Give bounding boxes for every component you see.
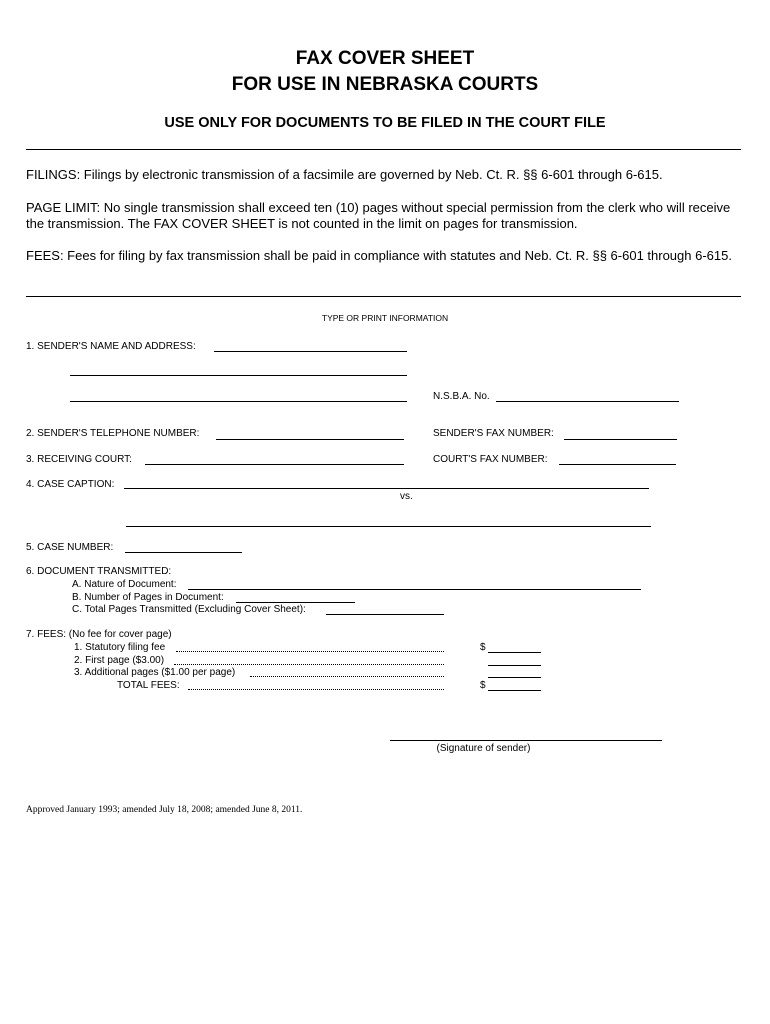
- total-pages-label: C. Total Pages Transmitted (Excluding Cover Sheet):: [72, 604, 306, 615]
- sender-address-field-1[interactable]: [70, 375, 407, 376]
- sender-address-field-2[interactable]: [70, 401, 407, 402]
- statutory-fee-field[interactable]: [488, 652, 541, 653]
- nsba-label: N.S.B.A. No.: [433, 391, 490, 402]
- total-fees-label: TOTAL FEES:: [117, 680, 180, 691]
- receiving-court-label: 3. RECEIVING COURT:: [26, 454, 132, 465]
- total-fees-dollar: $: [480, 680, 486, 691]
- first-page-label: 2. First page ($3.00): [74, 655, 165, 666]
- sender-phone-field[interactable]: [216, 439, 404, 440]
- total-fees-field[interactable]: [488, 690, 541, 691]
- type-or-print-label: TYPE OR PRINT INFORMATION: [321, 313, 449, 323]
- title-line-2: FOR USE IN NEBRASKA COURTS: [231, 74, 539, 95]
- statutory-fee-leader: [176, 651, 444, 652]
- case-caption-defendant-field[interactable]: [126, 526, 651, 527]
- page-limit-paragraph: PAGE LIMIT: No single transmission shall exceed ten (10) pages without special permission from the clerk who will receive the transmission. The FAX COVER SHEET is not counted in the limit on pages for transmission.: [26, 200, 731, 231]
- case-caption-label: 4. CASE CAPTION:: [26, 479, 115, 490]
- sender-fax-label: SENDER'S FAX NUMBER:: [433, 428, 554, 439]
- case-number-field[interactable]: [125, 552, 242, 553]
- signature-field[interactable]: [390, 740, 662, 741]
- divider-middle: [26, 296, 741, 297]
- nsba-field[interactable]: [496, 401, 679, 402]
- document-transmitted-label: 6. DOCUMENT TRANSMITTED:: [26, 566, 172, 577]
- case-caption-plaintiff-field[interactable]: [124, 488, 649, 489]
- nature-of-document-field[interactable]: [188, 589, 641, 590]
- court-fax-field[interactable]: [559, 464, 676, 465]
- subtitle: USE ONLY FOR DOCUMENTS TO BE FILED IN THE COURT FILE: [164, 115, 606, 131]
- additional-pages-label: 3. Additional pages ($1.00 per page): [74, 667, 236, 678]
- additional-pages-leader: [250, 676, 444, 677]
- approval-note: Approved January 1993; amended July 18, 2008; amended June 8, 2011.: [26, 805, 303, 815]
- signature-label: (Signature of sender): [436, 743, 531, 754]
- additional-pages-field[interactable]: [488, 677, 541, 678]
- fees-heading: 7. FEES: (No fee for cover page): [26, 629, 172, 640]
- statutory-fee-label: 1. Statutory filing fee: [74, 642, 166, 653]
- sender-phone-label: 2. SENDER'S TELEPHONE NUMBER:: [26, 428, 200, 439]
- number-of-pages-field[interactable]: [236, 602, 355, 603]
- first-page-field[interactable]: [488, 665, 541, 666]
- receiving-court-field[interactable]: [145, 464, 404, 465]
- filings-paragraph: FILINGS: Filings by electronic transmission of a facsimile are governed by Neb. Ct. R. §§ 6-601 through 6-615.: [26, 167, 663, 182]
- case-number-label: 5. CASE NUMBER:: [26, 542, 114, 553]
- divider-top: [26, 149, 741, 150]
- title-line-1: FAX COVER SHEET: [295, 48, 475, 69]
- number-of-pages-label: B. Number of Pages in Document:: [72, 592, 224, 603]
- total-pages-field[interactable]: [326, 614, 444, 615]
- vs-label: vs.: [400, 491, 413, 502]
- fees-paragraph: FEES: Fees for filing by fax transmission shall be paid in compliance with statutes and Neb. Ct. R. §§ 6-601 through 6-615.: [26, 248, 732, 263]
- sender-name-field[interactable]: [214, 351, 407, 352]
- sender-name-label: 1. SENDER'S NAME AND ADDRESS:: [26, 341, 196, 352]
- court-fax-label: COURT'S FAX NUMBER:: [433, 454, 548, 465]
- total-fees-leader: [188, 689, 444, 690]
- statutory-fee-dollar: $: [480, 642, 486, 653]
- first-page-leader: [174, 664, 444, 665]
- sender-fax-field[interactable]: [564, 439, 677, 440]
- nature-of-document-label: A. Nature of Document:: [72, 579, 177, 590]
